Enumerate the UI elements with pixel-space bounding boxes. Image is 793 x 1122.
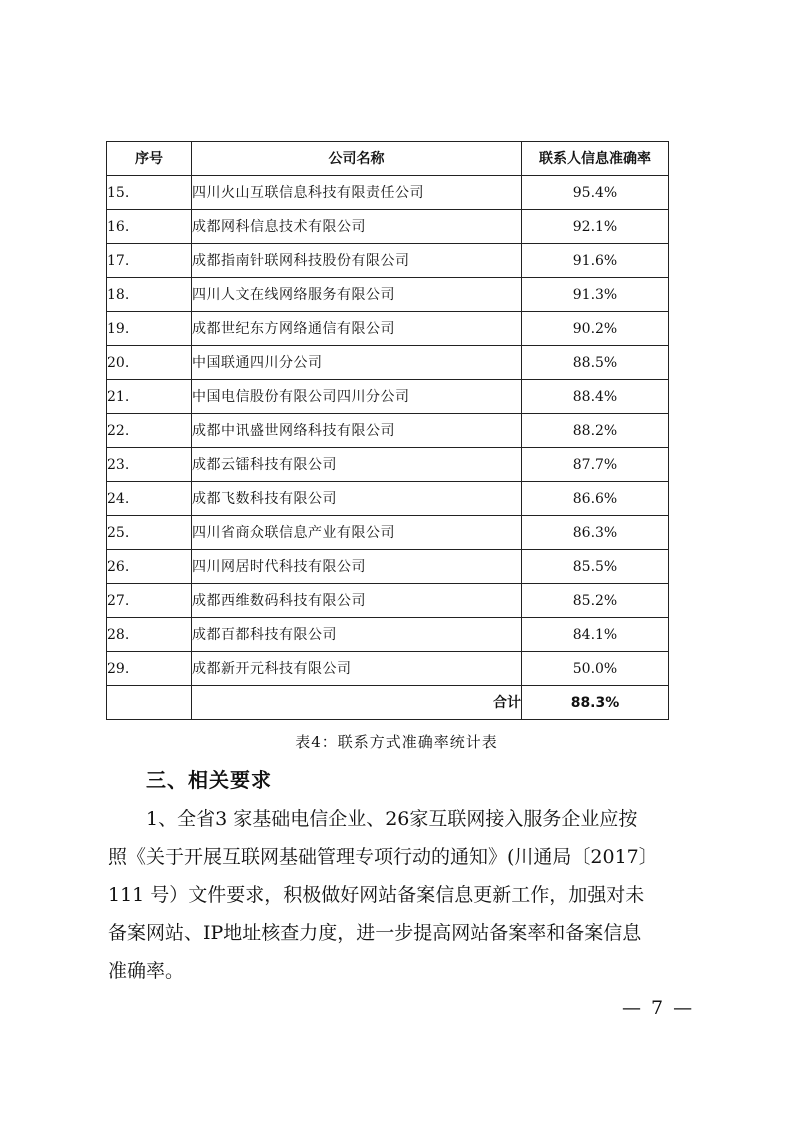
- row-company: 成都飞数科技有限公司: [192, 482, 522, 516]
- paragraph-line: 备案网站、IP地址核查力度，进一步提高网站备案率和备案信息: [108, 922, 642, 944]
- table-header-row: [107, 142, 669, 176]
- row-index: 17.: [107, 244, 192, 278]
- total-empty-cell: [107, 686, 192, 720]
- paragraph-line: 1、全省3 家基础电信企业、26家互联网接入服务企业应按: [146, 808, 638, 830]
- row-index: 16.: [107, 210, 192, 244]
- row-index: 19.: [107, 312, 192, 346]
- section-heading: 三、相关要求: [146, 768, 272, 792]
- table-row: [107, 278, 669, 312]
- table-row: [107, 482, 669, 516]
- table-total-row: [107, 686, 669, 720]
- total-label: 合计: [192, 686, 522, 720]
- header-rate: 联系人信息准确率: [522, 142, 669, 176]
- row-company: 四川火山互联信息科技有限责任公司: [192, 176, 522, 210]
- row-company: 中国联通四川分公司: [192, 346, 522, 380]
- row-company: 四川网居时代科技有限公司: [192, 550, 522, 584]
- row-company: 中国电信股份有限公司四川分公司: [192, 380, 522, 414]
- table-row: [107, 414, 669, 448]
- row-rate: 91.6%: [522, 244, 669, 278]
- row-rate: 50.0%: [522, 652, 669, 686]
- row-company: 成都指南针联网科技股份有限公司: [192, 244, 522, 278]
- row-company: 成都云镭科技有限公司: [192, 448, 522, 482]
- row-company: 成都中讯盛世网络科技有限公司: [192, 414, 522, 448]
- table-row: [107, 176, 669, 210]
- row-rate: 87.7%: [522, 448, 669, 482]
- row-index: 22.: [107, 414, 192, 448]
- row-index: 27.: [107, 584, 192, 618]
- row-index: 26.: [107, 550, 192, 584]
- row-index: 25.: [107, 516, 192, 550]
- row-index: 20.: [107, 346, 192, 380]
- table-row: [107, 448, 669, 482]
- table-row: [107, 346, 669, 380]
- row-company: 成都新开元科技有限公司: [192, 652, 522, 686]
- table-row: [107, 312, 669, 346]
- total-rate: 88.3%: [522, 686, 669, 720]
- row-index: 23.: [107, 448, 192, 482]
- requirements-paragraph: [108, 800, 698, 990]
- row-index: 18.: [107, 278, 192, 312]
- table-row: [107, 210, 669, 244]
- row-index: 24.: [107, 482, 192, 516]
- row-company: 四川人文在线网络服务有限公司: [192, 278, 522, 312]
- row-rate: 86.6%: [522, 482, 669, 516]
- row-rate: 92.1%: [522, 210, 669, 244]
- table-row: [107, 380, 669, 414]
- table-row: [107, 652, 669, 686]
- row-company: 成都网科信息技术有限公司: [192, 210, 522, 244]
- table-row: [107, 618, 669, 652]
- row-company: 四川省商众联信息产业有限公司: [192, 516, 522, 550]
- table-row: [107, 244, 669, 278]
- table-row: [107, 584, 669, 618]
- row-company: 成都世纪东方网络通信有限公司: [192, 312, 522, 346]
- accuracy-table: [106, 141, 669, 720]
- row-rate: 88.4%: [522, 380, 669, 414]
- paragraph-line: 照《关于开展互联网基础管理专项行动的通知》(川通局〔2017〕: [108, 846, 658, 868]
- page-number: — 7 —: [622, 997, 695, 1019]
- header-company: 公司名称: [192, 142, 522, 176]
- row-rate: 90.2%: [522, 312, 669, 346]
- table-caption: 表4：联系方式准确率统计表: [295, 733, 498, 751]
- table-row: [107, 516, 669, 550]
- paragraph-line: 准确率。: [108, 960, 185, 982]
- row-rate: 91.3%: [522, 278, 669, 312]
- row-rate: 86.3%: [522, 516, 669, 550]
- header-index: 序号: [107, 142, 192, 176]
- row-index: 15.: [107, 176, 192, 210]
- row-rate: 85.5%: [522, 550, 669, 584]
- table-row: [107, 550, 669, 584]
- row-company: 成都百都科技有限公司: [192, 618, 522, 652]
- row-rate: 88.5%: [522, 346, 669, 380]
- row-index: 21.: [107, 380, 192, 414]
- paragraph-line: 111 号）文件要求，积极做好网站备案信息更新工作，加强对未: [108, 884, 645, 906]
- row-index: 28.: [107, 618, 192, 652]
- row-rate: 85.2%: [522, 584, 669, 618]
- row-index: 29.: [107, 652, 192, 686]
- table-body: [107, 176, 669, 686]
- row-company: 成都西维数码科技有限公司: [192, 584, 522, 618]
- row-rate: 84.1%: [522, 618, 669, 652]
- row-rate: 88.2%: [522, 414, 669, 448]
- row-rate: 95.4%: [522, 176, 669, 210]
